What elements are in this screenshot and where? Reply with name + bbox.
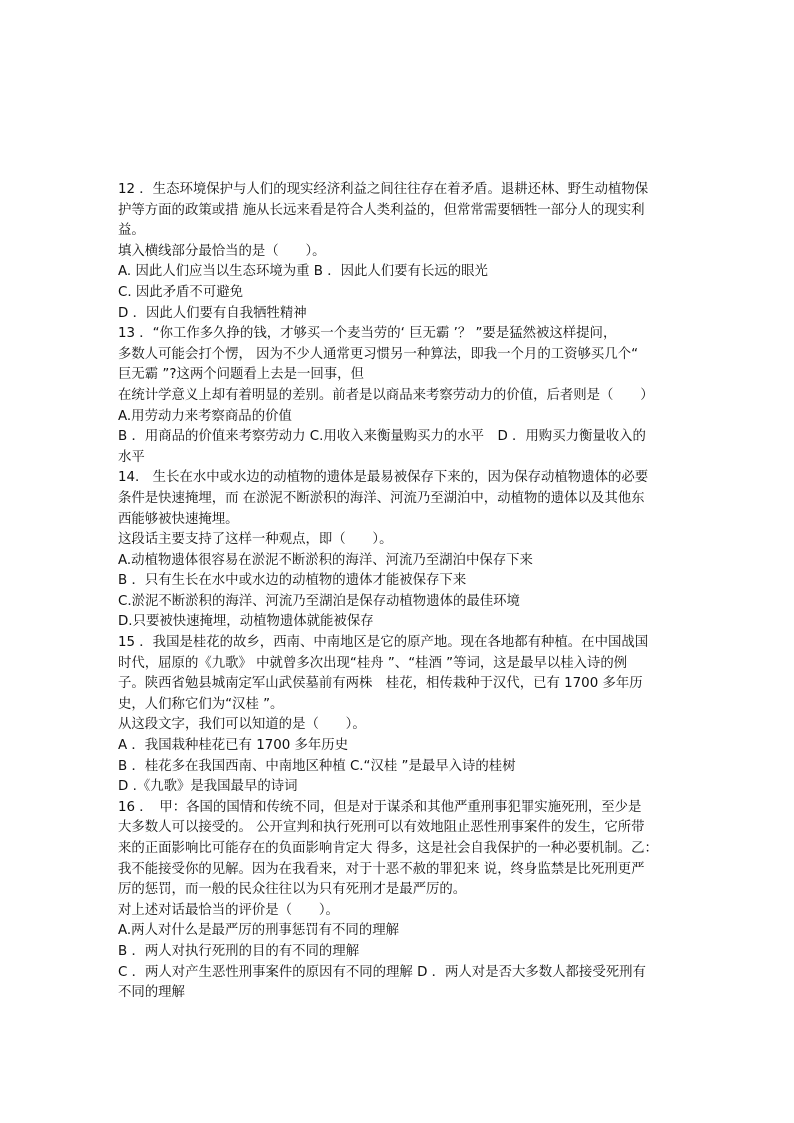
text-line: 12 ．生态环境保护与人们的现实经济利益之间往往存在着矛盾。退耕还林、野生动植物保: [118, 182, 649, 197]
text-line: 条件是快速掩埋，而 在淤泥不断淤积的海洋、河流乃至湖泊中，动植物的遗体以及其他东: [118, 490, 645, 506]
text-line: 厉的惩罚，而一般的民众往往以为只有死刑才是最严厉的。: [118, 882, 467, 898]
text-line: B ．用商品的价值来考察劳动力 C.用收入来衡量购买力的水平 D ．用购买力衡量收入的: [118, 429, 646, 445]
text-line: 来的正面影响比可能存在的负面影响肯定大 得多，这是社会自我保护的一种必要机制。乙：: [118, 841, 658, 856]
text-line: 15 ．我国是桂花的故乡，西南、中南地区是它的原产地。现在各地都有种植。在中国战国: [118, 635, 649, 651]
text-line: 益。: [118, 223, 145, 239]
text-line: 这段话主要支持了这样一种观点，即（ ）。: [118, 532, 393, 548]
text-line: A.两人对什么是最严厉的刑事惩罚有不同的理解: [118, 923, 399, 939]
text-line: 巨无霸 ”?这两个问题看上去是一回事，但: [118, 367, 364, 383]
text-line: 护等方面的政策或措 施从长远来看是符合人类利益的，但常常需要牺牲一部分人的现实利: [118, 202, 645, 218]
text-line: 不同的理解: [118, 985, 185, 1001]
text-line: 从这段文字，我们可以知道的是（ ）。: [118, 717, 366, 733]
text-line: 时代，屈原的《九歌》 中就曾多次出现“桂舟 ”、“桂酒 ”等词，这是最早以桂入诗的例: [118, 655, 628, 671]
text-line: A.用劳动力来考察商品的价值: [118, 408, 292, 424]
text-line: A. 因此人们应当以生态环境为重 B ．因此人们要有长远的眼光: [118, 264, 488, 280]
text-line: 子。陕西省勉县城南定军山武侯墓前有两株 桂花，相传栽种于汉代，已有 1700 多年历: [118, 676, 643, 692]
text-line: 14. 生长在水中或水边的动植物的遗体是最易被保存下来的，因为保存动植物遗体的必要: [118, 470, 649, 486]
text-line: D ．因此人们要有自我牺牲精神: [118, 305, 307, 321]
text-line: 大多数人可以接受的。 公开宣判和执行死刑可以有效地阻止恶性刑事案件的发生，它所带: [118, 820, 645, 836]
text-line: D.只要被快速掩埋，动植物遗体就能被保存: [118, 614, 374, 630]
text-line: C ．两人对产生恶性刑事案件的原因有不同的理解 D ．两人对是否大多数人都接受死刑有: [118, 964, 646, 980]
text-line: C.淤泥不断淤积的海洋、河流乃至湖泊是保存动植物遗体的最佳环境: [118, 593, 520, 609]
text-line: 史，人们称它们为“汉桂 ”。: [118, 696, 284, 712]
text-line: B ．桂花多在我国西南、中南地区种植 C.“汉桂 ”是最早入诗的桂树: [118, 758, 516, 774]
text-line: 我不能接受你的见解。因为在我看来，对于十恶不赦的罪犯来 说，终身监禁是比死刑更严: [118, 861, 645, 877]
text-line: C. 因此矛盾不可避免: [118, 284, 243, 300]
text-line: B ．两人对执行死刑的目的有不同的理解: [118, 943, 360, 959]
text-line: A ．我国栽种桂花已有 1700 多年历史: [118, 738, 349, 754]
text-line: 对上述对话最恰当的评价是（ ）。: [118, 902, 339, 918]
text-line: 在统计学意义上却有着明显的差别。前者是以商品来考察劳动力的价值，后者则是（ ）: [118, 387, 654, 403]
text-line: A.动植物遗体很容易在淤泥不断淤积的海洋、河流乃至湖泊中保存下来: [118, 552, 533, 568]
text-line: 13 ．“你工作多久挣的钱，才够买一个麦当劳的‘ 巨无霸 ’？ ”要是猛然被这样提问，: [118, 326, 617, 342]
text-line: 水平: [118, 449, 145, 465]
text-line: 16 ． 甲：各国的国情和传统不同，但是对于谋杀和其他严重刑事犯罪实施死刑，至少是: [118, 799, 642, 815]
text-line: 多数人可能会打个愣， 因为不少人通常更习惯另一种算法，即我一个月的工资够买几个“: [118, 346, 639, 362]
text-line: 填入横线部分最恰当的是（ ）。: [118, 243, 326, 259]
text-line: B ．只有生长在水中或水边的动植物的遗体才能被保存下来: [118, 573, 467, 589]
text-line: D .《九歌》是我国最早的诗词: [118, 779, 298, 795]
text-line: 西能够被快速掩埋。: [118, 511, 239, 527]
document-page: [118, 180, 680, 1004]
